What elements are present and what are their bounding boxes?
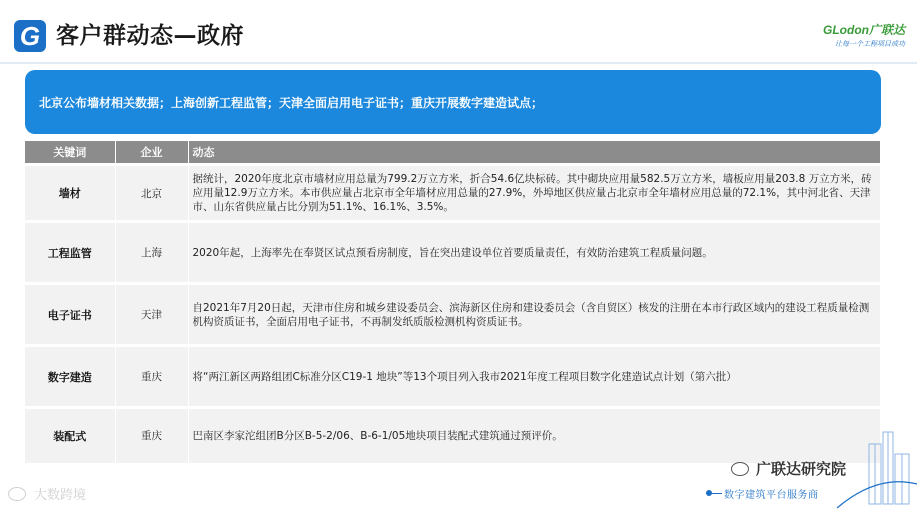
brand-tagline: 让每一个工程项目成功 (835, 40, 905, 48)
footer-slogan: 数字建筑平台服务商 (724, 490, 819, 501)
page-title: 客户群动态—政府 (56, 23, 244, 49)
row-keyword: 电子证书 (25, 284, 115, 346)
watermark-text: 大数跨境 (34, 488, 87, 503)
wechat-icon (731, 462, 749, 476)
wechat-account-name: 广联达研究院 (756, 460, 847, 478)
brand-name: GLodon广联达 (823, 23, 905, 37)
row-company: 北京 (115, 165, 188, 222)
row-keyword: 墙材 (25, 165, 115, 222)
header-keyword: 关键词 (25, 141, 115, 165)
row-company: 重庆 (115, 346, 188, 408)
banner-text: 北京公布墙材相关数据；上海创新工程监管；天津全面启用电子证书；重庆开展数字建造试点； (39, 95, 544, 110)
header-detail: 动态 (188, 141, 880, 165)
row-keyword: 装配式 (25, 408, 115, 463)
table-row (25, 346, 880, 408)
table-row (25, 165, 880, 222)
row-detail: 自2021年7月20日起，天津市住房和城乡建设委员会、滨海新区住房和建设委员会（含自贸区）核发的注册在本市行政区域内的建设工程质量检测机构资质证书，全面启用电子证书，不再制发纸质版检测机构资质证书。 (188, 284, 880, 346)
row-detail: 据统计，2020年度北京市墙材应用总量为799.2万立方米，折合54.6亿块标砖。其中砌块应用量582.5万立方米，墙板应用量203.8 万立方米，砖应用量12.9万立方米。本市供应量占北京市全年墙材应用总量的27.9%，外埠地区供应量占北京市全年墙材应用总量的72.1%，其中河北省、天津市、山东省供应量占比分别为51.1%、16.1%、3.5%。 (188, 165, 880, 222)
row-keyword: 工程监管 (25, 222, 115, 284)
header-divider (0, 62, 917, 64)
g-logo-icon: G (14, 20, 46, 52)
header-company: 企业 (115, 141, 188, 165)
footer-rule (706, 493, 722, 494)
summary-banner (25, 70, 881, 134)
wechat-account (731, 458, 846, 479)
row-company: 重庆 (115, 408, 188, 463)
table-row (25, 222, 880, 284)
row-detail: 巴南区李家沱组团B分区B-5-2/06、B-6-1/05地块项目装配式建筑通过预评价。 (188, 408, 880, 463)
brand-logo (785, 22, 905, 58)
table-header-row (25, 141, 880, 165)
slide-header (0, 0, 917, 64)
watermark-icon (8, 487, 26, 501)
row-detail: 将“两江新区两路组团C标准分区C19-1 地块”等13个项目列入我市2021年度工程项目数字化建造试点计划（第六批） (188, 346, 880, 408)
row-keyword: 数字建造 (25, 346, 115, 408)
row-company: 天津 (115, 284, 188, 346)
row-company: 上海 (115, 222, 188, 284)
watermark (8, 484, 86, 503)
row-detail: 2020年起，上海率先在奉贤区试点预看房制度，旨在突出建设单位首要质量责任，有效防治建筑工程质量问题。 (188, 222, 880, 284)
table-row (25, 284, 880, 346)
